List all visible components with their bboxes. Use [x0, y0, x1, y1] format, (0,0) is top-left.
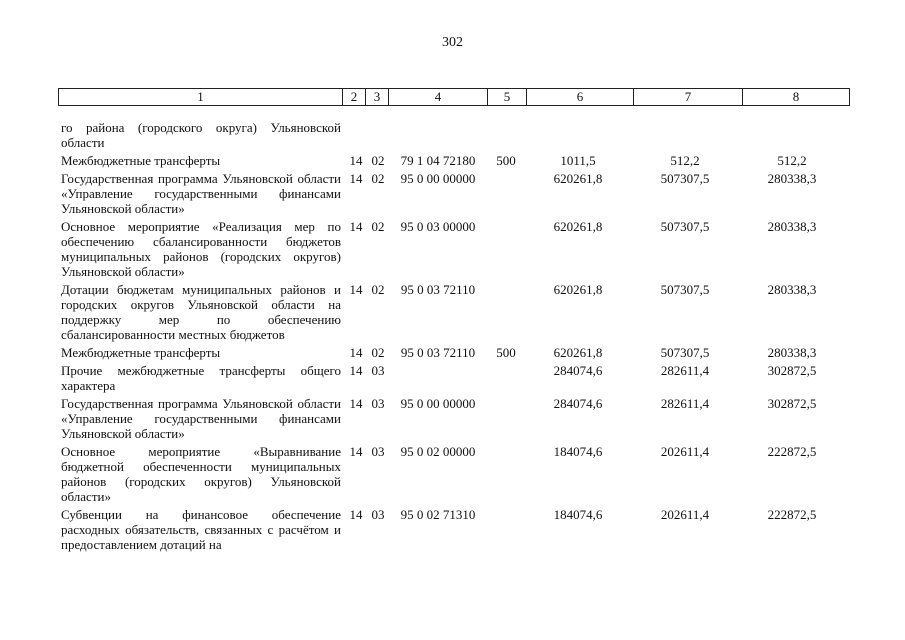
row-amount-year1: 184074,6 — [553, 507, 603, 522]
row-amount-year2: 507307,5 — [660, 282, 710, 297]
row-target-code: 95 0 00 00000 — [400, 396, 476, 411]
row-expense-type — [487, 363, 525, 396]
row-expense-type — [487, 396, 525, 444]
row-expense-type: 500 — [496, 345, 516, 360]
row-subsection: 02 — [371, 345, 385, 360]
column-header-3: 3 — [366, 89, 389, 106]
row-amount-year2: 282611,4 — [660, 396, 710, 411]
row-amount-year2: 507307,5 — [660, 345, 710, 360]
table-row — [58, 345, 845, 363]
row-target-code: 79 1 04 72180 — [400, 153, 476, 168]
row-amount-year1: 620261,8 — [553, 171, 603, 186]
budget-table-body — [58, 120, 845, 555]
row-amount-year1 — [525, 120, 631, 153]
row-amount-year2: 507307,5 — [660, 171, 710, 186]
row-section: 14 — [349, 345, 363, 360]
row-amount-year1: 284074,6 — [553, 396, 603, 411]
row-name: Межбюджетные трансферты — [61, 153, 221, 168]
row-amount-year2 — [631, 120, 739, 153]
row-name: Основное мероприятие «Выравнивание бюджетной обеспеченности муниципальных районов (городских округов) Ульяновской области» — [61, 444, 341, 504]
row-section — [345, 120, 367, 153]
row-amount-year2: 282611,4 — [660, 363, 710, 378]
row-expense-type — [487, 444, 525, 507]
row-target-code: 95 0 03 72110 — [400, 345, 476, 360]
row-amount-year3: 280338,3 — [767, 282, 817, 297]
row-name: Прочие межбюджетные трансферты общего характера — [61, 363, 341, 393]
page-number: 302 — [442, 35, 463, 50]
row-amount-year1: 620261,8 — [553, 345, 603, 360]
row-section: 14 — [349, 171, 363, 186]
row-subsection: 02 — [371, 153, 385, 168]
table-row — [58, 171, 845, 219]
row-section: 14 — [349, 363, 363, 378]
row-target-code: 95 0 03 00000 — [400, 219, 476, 234]
column-header-table — [58, 88, 850, 106]
row-section: 14 — [349, 507, 363, 522]
row-name: Государственная программа Ульяновской области «Управление государственными финансами Ульяновской области» — [61, 396, 341, 441]
row-amount-year3: 302872,5 — [767, 396, 817, 411]
row-amount-year3: 512,2 — [777, 153, 807, 168]
table-row — [58, 120, 845, 153]
row-amount-year3 — [739, 120, 845, 153]
row-section: 14 — [349, 282, 363, 297]
row-subsection — [367, 120, 389, 153]
row-amount-year3: 302872,5 — [767, 363, 817, 378]
row-name: Дотации бюджетам муниципальных районов и городских округов Ульяновской области на поддержку мер по обеспечению сбалансированности местных бюджетов — [61, 282, 341, 342]
row-target-code — [389, 120, 487, 153]
row-amount-year3: 222872,5 — [767, 507, 817, 522]
table-row — [58, 153, 845, 171]
row-name: Субвенции на финансовое обеспечение расходных обязательств, связанных с расчётом и предоставлением дотаций на — [61, 507, 341, 552]
row-expense-type — [487, 120, 525, 153]
column-header-7: 7 — [634, 89, 743, 106]
row-expense-type — [487, 507, 525, 555]
row-target-code: 95 0 03 72110 — [400, 282, 476, 297]
row-target-code: 95 0 00 00000 — [400, 171, 476, 186]
column-header-row — [59, 89, 850, 106]
row-amount-year2: 202611,4 — [660, 507, 710, 522]
column-header-1: 1 — [59, 89, 343, 106]
table-row — [58, 363, 845, 396]
row-section: 14 — [349, 153, 363, 168]
row-subsection: 02 — [371, 171, 385, 186]
row-section: 14 — [349, 444, 363, 459]
table-row — [58, 282, 845, 345]
row-subsection: 03 — [371, 363, 385, 378]
row-amount-year1: 284074,6 — [553, 363, 603, 378]
column-header-4: 4 — [389, 89, 488, 106]
row-subsection: 02 — [371, 282, 385, 297]
row-expense-type — [487, 282, 525, 345]
row-amount-year3: 280338,3 — [767, 219, 817, 234]
column-header-2: 2 — [343, 89, 366, 106]
budget-table — [58, 120, 845, 555]
row-amount-year1: 620261,8 — [553, 282, 603, 297]
table-row — [58, 444, 845, 507]
table-row — [58, 396, 845, 444]
row-amount-year3: 280338,3 — [767, 345, 817, 360]
row-expense-type — [487, 219, 525, 282]
table-row — [58, 219, 845, 282]
column-header-5: 5 — [488, 89, 527, 106]
row-name: го района (городского округа) Ульяновской области — [61, 120, 341, 150]
row-amount-year1: 184074,6 — [553, 444, 603, 459]
row-amount-year2: 512,2 — [670, 153, 700, 168]
row-target-code — [389, 363, 487, 396]
row-name: Государственная программа Ульяновской области «Управление государственными финансами Ульяновской области» — [61, 171, 341, 216]
row-section: 14 — [349, 396, 363, 411]
table-row — [58, 507, 845, 555]
row-target-code: 95 0 02 00000 — [400, 444, 476, 459]
column-header-8: 8 — [743, 89, 850, 106]
row-subsection: 02 — [371, 219, 385, 234]
row-subsection: 03 — [371, 396, 385, 411]
row-expense-type — [487, 171, 525, 219]
row-amount-year1: 620261,8 — [553, 219, 603, 234]
row-name: Межбюджетные трансферты — [61, 345, 221, 360]
row-amount-year3: 222872,5 — [767, 444, 817, 459]
row-name: Основное мероприятие «Реализация мер по обеспечению сбалансированности бюджетов муниципальных районов (городских округов) Ульяновской области» — [61, 219, 341, 279]
row-section: 14 — [349, 219, 363, 234]
row-target-code: 95 0 02 71310 — [400, 507, 476, 522]
row-expense-type: 500 — [496, 153, 516, 168]
row-amount-year3: 280338,3 — [767, 171, 817, 186]
row-subsection: 03 — [371, 507, 385, 522]
row-subsection: 03 — [371, 444, 385, 459]
column-header-6: 6 — [527, 89, 634, 106]
row-amount-year2: 202611,4 — [660, 444, 710, 459]
row-amount-year1: 1011,5 — [560, 153, 596, 168]
row-amount-year2: 507307,5 — [660, 219, 710, 234]
